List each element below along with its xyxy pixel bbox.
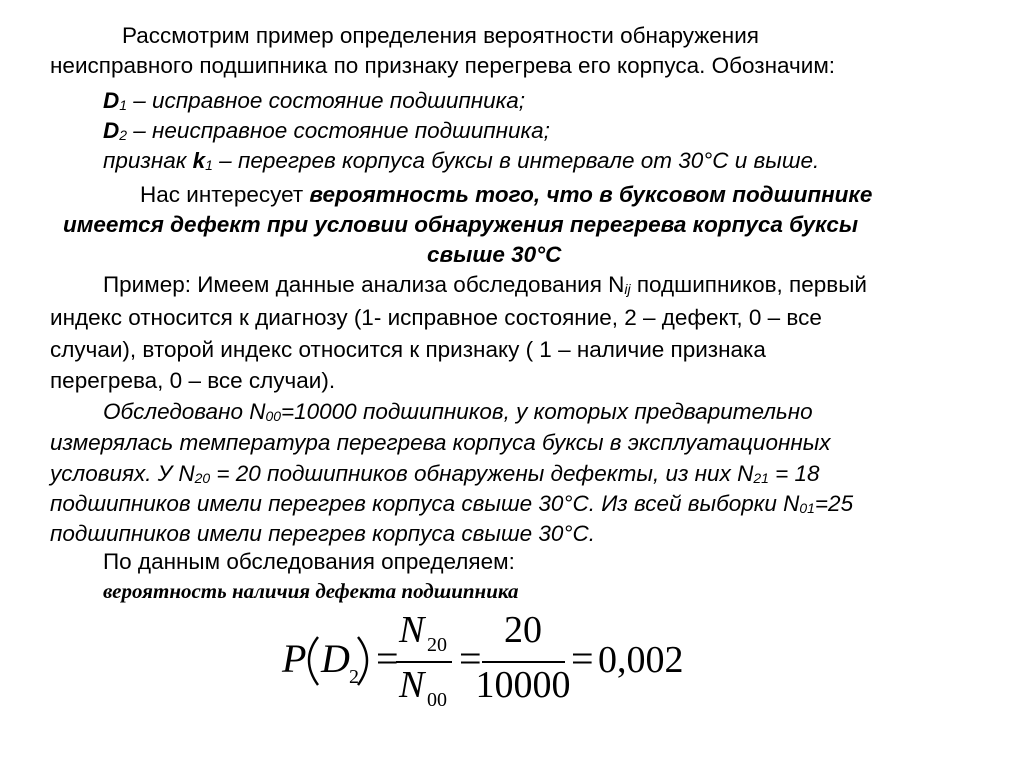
formula-result: 0,002: [598, 639, 684, 681]
formula-den1-sub: 00: [427, 689, 447, 711]
formula-den1: N: [399, 664, 425, 706]
definition-k1: признак k1 – перегрев корпуса буксы в интервале от 30°С и выше.: [103, 148, 820, 174]
text-line: измерялась температура перегрева корпуса буксы в эксплуатационных: [50, 430, 831, 455]
formula-caption: вероятность наличия дефекта подшипника: [103, 579, 519, 603]
text-line: индекс относится к диагнозу (1- исправное состояние, 2 – дефект, 0 – все: [50, 305, 822, 330]
text-line: подшипников имели перегрев корпуса свыше 30°С. Из всей выборки N01=25: [50, 491, 854, 517]
text-line: Нас интересует вероятность того, что в буксовом подшипнике: [140, 182, 873, 207]
formula-eq3: =: [571, 636, 594, 681]
formula-eq1: =: [376, 636, 399, 681]
text-line: Пример: Имеем данные анализа обследования Nij подшипников, первый: [103, 272, 867, 298]
formula-eq2: =: [459, 636, 482, 681]
formula-right-paren: [358, 637, 367, 685]
definition-d1: D1 – исправное состояние подшипника;: [103, 88, 525, 114]
formula-p: P: [282, 636, 307, 681]
formula-den2: 10000: [475, 664, 571, 706]
text-line: Обследовано N00=10000 подшипников, у которых предварительно: [103, 399, 813, 425]
text-line: неисправного подшипника по признаку перегрева его корпуса. Обозначим:: [50, 53, 836, 78]
text-line: случаи), второй индекс относится к признаку ( 1 – наличие признака: [50, 337, 766, 362]
formula-num1-sub: 20: [427, 634, 447, 656]
formula-left-paren: [309, 637, 318, 685]
definition-d2: D2 – неисправное состояние подшипника;: [103, 118, 550, 144]
text-line: имеется дефект при условии обнаружения перегрева корпуса буксы: [63, 212, 859, 237]
text-line: свыше 30°С: [427, 242, 562, 267]
text-line: подшипников имели перегрев корпуса свыше 30°С.: [50, 521, 595, 546]
text-line: По данным обследования определяем:: [103, 549, 515, 574]
text-line: условиях. У N20 = 20 подшипников обнаружены дефекты, из них N21 = 18: [50, 461, 820, 487]
text-line: перегрева, 0 – все случаи).: [50, 368, 336, 393]
formula-num2: 20: [504, 609, 542, 651]
formula-num1: N: [399, 609, 425, 651]
probability-formula: [0, 605, 1024, 715]
formula-d-sub: 2: [349, 666, 359, 688]
text-line: Рассмотрим пример определения вероятности обнаружения: [122, 23, 759, 48]
formula-d: D: [321, 636, 350, 681]
